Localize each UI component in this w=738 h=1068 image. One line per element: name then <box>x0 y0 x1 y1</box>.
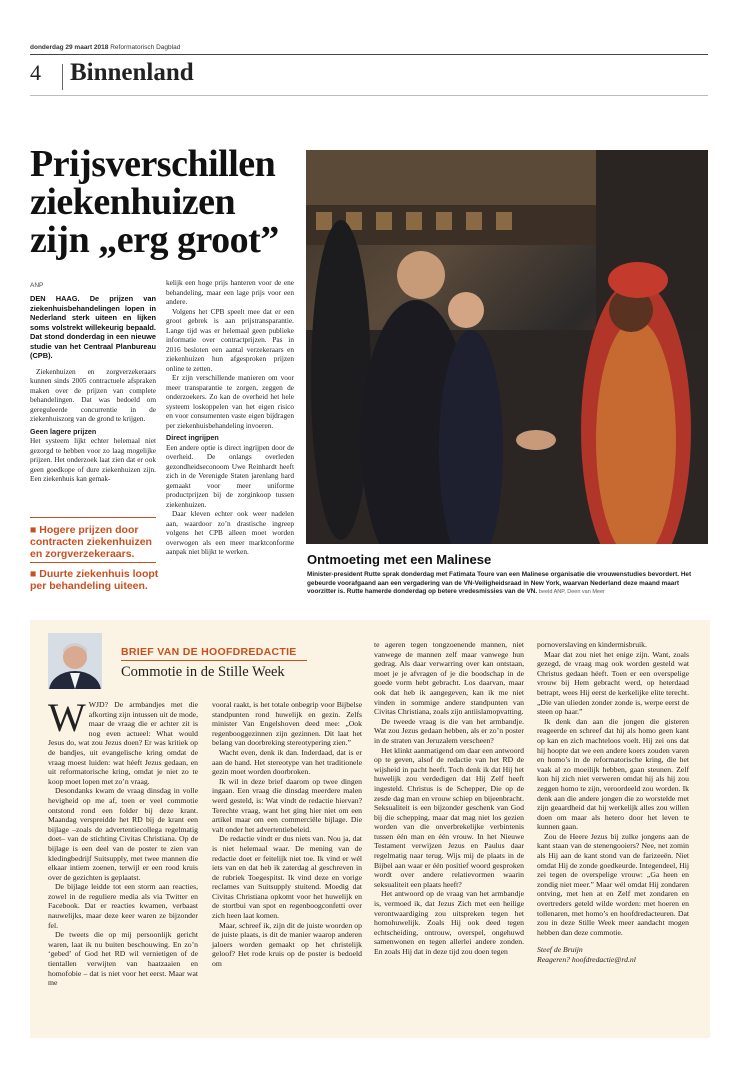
paragraph: Zou de Heere Jezus bij zulke jongens aan de kant staan van de stenengooiers? Nee, net zomin als Hij aan de kant stond van de farizeeën. Niet omdat Hij de zonde goedkeurde. Integendeel, Hij zei tegen de overspelige vrouw: „Ga heen en zondig niet meer.” Maar wél omdat Hij zondaren ontving, met hen at en Zelf met zondaren en overtreders geteld wilde worden: met hoeren en tollenaren, met homo’s en hoofdredacteuren. Dat zou in deze Stille Week meer aandacht mogen hebben dan deze commotie. <box>537 831 689 937</box>
caption-title: Ontmoeting met een Malinese <box>307 552 492 567</box>
avatar-illustration <box>48 633 102 689</box>
caption-text: Minister-president Rutte sprak donderdag met Fatimata Toure van een Malinese organisatie die vrouwenstudies bevordert. Het gebeurde voorafgaand aan een vergadering van de VN-Veiligheidsraad in New York, waarvan Nederland deze maand maart voorzitter is. Rutte hamerde donderdag op betere vredesmissies van de VN. <box>307 571 692 595</box>
editorial-label-rule <box>121 660 307 661</box>
masthead-rule <box>30 54 708 55</box>
paper-name: Reformatorisch Dagblad <box>110 44 181 51</box>
photo-illustration <box>306 150 708 544</box>
editorial-column-4 <box>537 640 689 965</box>
photo-caption <box>307 571 709 597</box>
section-divider <box>62 64 63 90</box>
editorial-column-3 <box>374 640 524 957</box>
callout-1 <box>30 524 164 560</box>
byline: ANP <box>30 282 44 289</box>
paragraph: vooral raakt, is het totale onbegrip voor Bijbelse standpunten rond huwelijk en gezin. Zelfs minister Van Engelshoven deed mee: „Ook regenbooggezinnen zijn gezinnen. Dit laat het belang van doorbreking stereotypering zien.” <box>212 700 362 748</box>
paragraph: Er zijn verschillende manieren om voor meer transparantie te zorgen, zeggen de onderzoekers. Zo kan de overheid het hele systeem loskoppelen van het eigen risico en voor consumenten vaste eigen bijdragen per ziekenhuisbehandeling invoeren. <box>166 373 294 430</box>
dropcap: W <box>48 695 86 740</box>
paragraph: WJD? De armbandjes met die afkorting zijn intussen uit de mode, maar de vraag die er achter zit is nog even actueel: What would Jesus do, wat zou Jezus doen? Er was kritiek op de bandjes, uit evangelische kring omdat de vraag moest luiden: wat héeft Jezus gedaan, en uit reformatorische kring, omdat je niet zo te koop moet lopen met zo’n vraag. <box>48 700 198 786</box>
article-column-2 <box>166 278 294 557</box>
bullet-icon: ■ <box>30 568 37 580</box>
subheading: Direct ingrijpen <box>166 433 219 442</box>
paragraph: Daar kleven echter ook weer nadelen aan, waardoor zo’n drastische ingreep volgens het CPB alleen moet worden overwogen als een meer marktconforme aanpak niet blijkt te werken. <box>166 509 294 556</box>
paragraph: te ageren tegen tongzoenende mannen, niet vanwege de mannen zelf maar vanwege hun gedrag. Als daar verwarring over kan ontstaan, moet je je afvragen of je die boodschap in de goede vorm hebt gebracht. Los daarvan, maar ook dat heb ik aangegeven, kan ik me niet vinden in sommige andere standpunten van Civitas Christiana, zoals zijn antiislamopvatting. <box>374 640 524 717</box>
paragraph: De tweets die op mij persoonlijk gericht waren, laat ik nu buiten beschouwing. En zo’n ‘gebed’ of God het RD wil vernietigen of de tientallen verwijten van haatzaaien en homofobie – dat is niet voor het eerst. Maar wat me <box>48 930 198 988</box>
callout-rule <box>30 562 156 563</box>
article-lead: DEN HAAG. De prijzen van ziekenhuisbehandelingen lopen in Nederland sterk uiteen en lijken soms volstrekt willekeurig bepaald. Dat stond donderdag in een nieuwe studie van het Centraal Planbureau (CPB). <box>30 294 156 360</box>
editor-avatar <box>48 633 102 689</box>
page-number: 4 <box>30 60 41 85</box>
editor-signature: Steef de Bruijn <box>537 945 583 955</box>
paragraph: Het klinkt aanmatigend om daar een antwoord op te geven, alsof de redactie van het RD de wijsheid in pacht heeft. Toch denk ik dat Hij het huwelijk zou verdedigen dat Hij Zelf heeft ingesteld. Christus is de Schepper, Die op de zesde dag man en vrouw schiep en bijeenbracht. Seksualiteit is een bijzonder geschenk van God bij die schepping, maar dat mag niet los gezien worden van die onverbrekelijke verbintenis tussen één man en één vrouw. In het Nieuwe Testament verwijzen Jezus en Paulus daar regelmatig naar terug. Wijs mij de plaats in de Bijbel aan waar er één positief woord gesproken wordt over andere relatievormen waarin seksualiteit een plaats heeft? <box>374 745 524 889</box>
subheading: Geen lagere prijzen <box>30 426 97 436</box>
article-headline <box>30 145 300 259</box>
paragraph: Desondanks kwam de vraag dinsdag in volle hevigheid op me af, toen er veel commotie ontstond rond een folder bij deze krant. Maandag verspreidde het RD bij de krant een bijlage –zoals de advertentiecollega regelmatig doet– van de stichting Civitas Christiana. Op de bijlage is een deel van de poster te zien van kledingbedrijf Suitsupply, met twee mannen die elkaar intiem zoenen, terwijl er een rood kruis over de gezichten is geplaatst. <box>48 786 198 882</box>
paragraph: Maar dat zou niet het enige zijn. Want, zoals gezegd, de vraag mag ook worden gesteld wat Christus gedaan héeft. Toen er een overspelige vrouw bij Hem gebracht werd, op heterdaad betrapt, wees Hij eerst de kerkelijke elite terecht. „Die van ulieden zonder zonde is, werpe eerst de steen op haar.” <box>537 649 689 717</box>
callout-rule <box>30 517 156 518</box>
editorial-label: BRIEF VAN DE HOOFDREDACTIE <box>121 646 297 658</box>
paragraph: Ik denk dan aan die jongen die gisteren reageerde en schreef dat hij als homo geen kant op kan en zich machteloos voelt. Hij zei ons dat hij hoopte dat we een andere koers zouden varen en homo’s in de reformatorische kring, die het vaak al zo moeilijk hebben, gaan steunen. Zelf kon hij zich niet verweren omdat hij als hij zou zeggen homo te zijn, veroordeeld zou worden. Ik denk aan die andere jongen die zo worstelde met zijn geaardheid dat hij werkelijk alles zou willen doen om maar als hetero door het leven te kunnen gaan. <box>537 716 689 832</box>
news-photo <box>306 150 708 544</box>
editorial-column-2 <box>212 700 362 969</box>
headline-line-3: zijn „erg groot” <box>30 219 279 261</box>
paragraph: Ik wil in deze brief daarom op twee dingen ingaan. Een vraag die dinsdag meerdere malen werd gesteld, is: Wat vindt de redactie hiervan? Terechte vraag, want het ging hier niet om een artikel maar om een commerciële bijlage. Die valt onder het advertentiebeleid. <box>212 776 362 834</box>
paragraph: Volgens het CPB speelt mee dat er een groot gebrek is aan prijstransparantie. Lange tijd was er helemaal geen publieke informatie over contractprijzen. Pas in 2016 besloten een aantal verzekeraars en ziekenhuizen hun afgesproken prijzen online te zetten. <box>166 306 294 373</box>
paragraph: Het systeem lijkt echter helemaal niet gezorgd te hebben voor zo laag mogelijke prijzen. Het onderzoek laat zien dat er ook geen goedkope of dure ziekenhuizen zijn. Een ziekenhuis kan gemak- <box>30 436 156 483</box>
paragraph: Het antwoord op de vraag van het armbandje is, vermoed ik, dat Jezus Zich met een heilige verontwaardiging zou uitspreken tegen het homohuwelijk. Zoals Hij ook deed tegen echtscheiding, ontrouw, overspel, ongehuwd samenwonen en tegen allerlei andere zonden. En zoals Hij dat in deze tijd zou doen tegen <box>374 889 524 956</box>
headline-line-1: Prijsverschillen <box>30 143 276 185</box>
reaction-email: Reageren? hoofdredactie@rd.nl <box>537 955 636 964</box>
date-line <box>30 44 180 51</box>
bullet-icon: ■ <box>30 524 37 536</box>
paragraph: De redactie vindt er dus niets van. Nou ja, dat is niet helemaal waar. De mening van de redactie doet er feitelijk niet toe. Ik vind er wél iets van en dat heb ik zaterdag al geschreven in de rubriek Toegespitst. Ik vind deze en vorige reclames van Suitsupply stuitend. Moedig dat Civitas Christiana opkomt voor het huwelijk en de stortbui van spot en regenboogconfetti over zich heen laat komen. <box>212 834 362 921</box>
section-title: Binnenland <box>70 59 194 86</box>
photo-credit: beeld ANP, Deen van Meer <box>538 589 605 595</box>
editorial-title: Commotie in de Stille Week <box>121 664 285 680</box>
paragraph: kelijk een hoge prijs hanteren voor de ene behandeling, maar een lage prijs voor een andere. <box>166 278 294 306</box>
date-text: donderdag 29 maart 2018 <box>30 44 109 51</box>
callout-2 <box>30 568 164 592</box>
paragraph: pornoverslaving en kindermisbruik. <box>537 640 647 649</box>
paragraph: De tweede vraag is die van het armbandje. Wat zou Jezus gedaan hebben, als er zo’n poster in de straten van Jeruzalem verscheen? <box>374 716 524 745</box>
paragraph: De bijlage leidde tot een storm aan reacties, zowel in de reguliere media als via Twitter en Facebook. Dat er reacties kwamen, verbaast nauwelijks, maar deze keer waren ze bijzonder fel. <box>48 882 198 930</box>
paragraph: Wacht even, denk ik dan. Inderdaad, dat is er aan de hand. Het stereotype van het traditionele gezin moet worden doorbroken. <box>212 747 362 777</box>
paragraph: Een andere optie is direct ingrijpen door de overheid. De onlangs overleden gezondheidseconoom Uwe Reinhardt heeft zich in de Verenigde Staten jarenlang hard gemaakt voor meer uniforme productprijzen bij de zorginkoop tussen ziekenhuizen. <box>166 442 294 509</box>
callout-text: Hogere prijzen door contracten ziekenhuizen en zorgverzekeraars. <box>30 524 152 560</box>
callout-text: Duurte ziekenhuis loopt per behandeling uiteen. <box>30 568 159 592</box>
section-rule <box>30 95 708 96</box>
paragraph: Maar, schreef ik, zijn dit de juiste woorden op de juiste plaats, is dit de manier waarop anderen jaloers worden gemaakt op het christelijk geloof? Het rode kruis op de poster is bedoeld om <box>212 920 362 969</box>
article-column-1 <box>30 294 156 484</box>
paragraph: Ziekenhuizen en zorgverzekeraars kunnen sinds 2005 contractuele afspraken maken over de prijzen van complete behandelingen. Dat was bedoeld om gereguleerde concurrentie in de ziekenhuiszorg van de grond te krijgen. <box>30 366 156 423</box>
headline-line-2: ziekenhuizen <box>30 181 236 223</box>
editorial-column-1 <box>48 695 198 988</box>
